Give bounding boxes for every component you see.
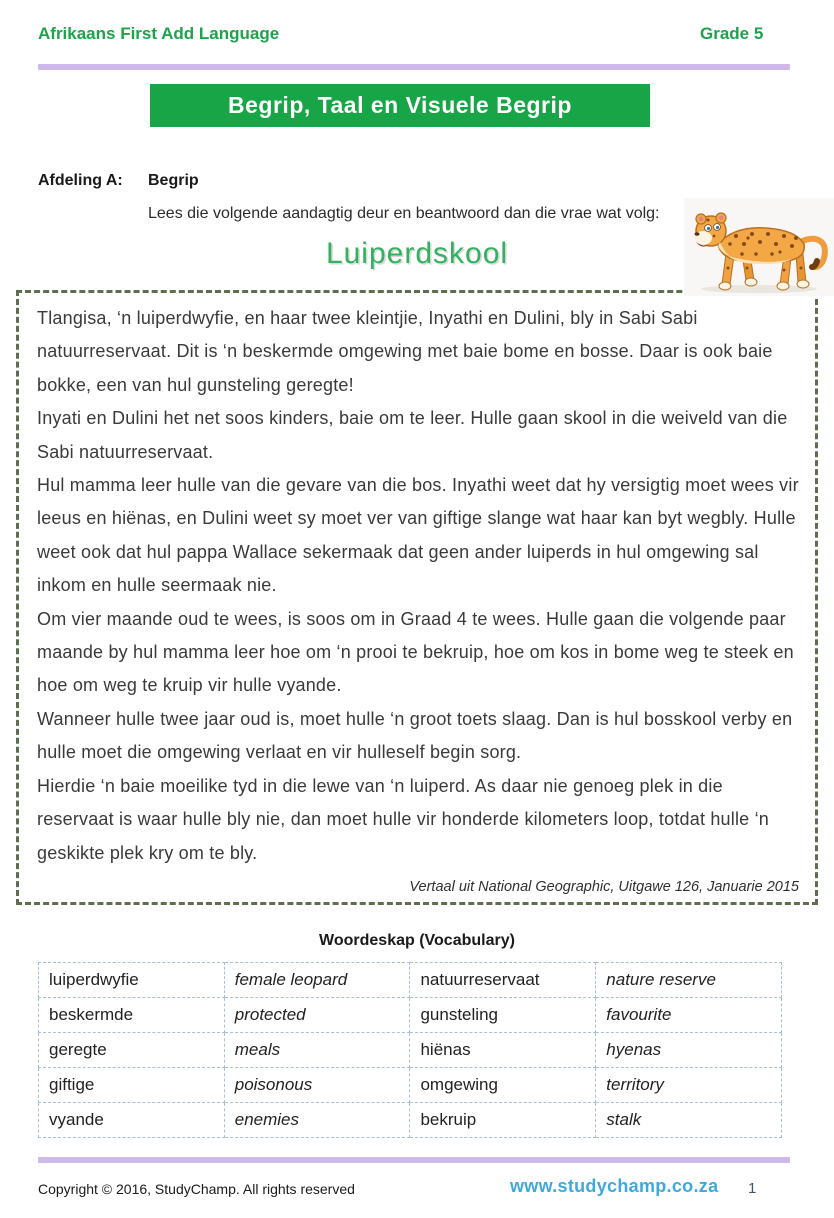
top-divider-rule xyxy=(38,64,790,70)
table-row xyxy=(39,1033,782,1068)
table-row xyxy=(39,1103,782,1138)
vocab-english-cell: nature reserve xyxy=(596,963,782,998)
vocab-afrikaans-cell: bekruip xyxy=(410,1103,596,1138)
vocab-english-cell: protected xyxy=(224,998,410,1033)
vocab-english-cell: territory xyxy=(596,1068,782,1103)
passage-paragraph: Wanneer hulle twee jaar oud is, moet hulle ‘n groot toets slaag. Dan is hul bosskool verby en hulle moet die omgewing verlaat en vir hulleself begin sorg. xyxy=(37,708,793,763)
worksheet-title-banner xyxy=(150,84,650,127)
table-row xyxy=(39,963,782,998)
passage-paragraph: Om vier maande oud te wees, is soos om in Graad 4 te wees. Hulle gaan die volgende paar maande by hul mamma leer hoe om ‘n prooi te bekruip, hoe om kos in bome weg te steek en hoe om weg te kruip vir hulle vyande. xyxy=(37,608,794,696)
vocab-english-cell: meals xyxy=(224,1033,410,1068)
vocab-afrikaans-cell: giftige xyxy=(39,1068,225,1103)
passage-paragraph: Inyati en Dulini het net soos kinders, baie om te leer. Hulle gaan skool in die weiveld van die Sabi natuurreservaat. xyxy=(37,408,788,462)
vocab-english-cell: stalk xyxy=(596,1103,782,1138)
footer-copyright: Copyright © 2016, StudyChamp. All rights reserved xyxy=(38,1181,355,1197)
passage-title: Luiperdskool xyxy=(325,237,509,270)
vocab-english-cell: favourite xyxy=(596,998,782,1033)
leopard-image xyxy=(684,198,834,296)
vocab-afrikaans-cell: luiperdwyfie xyxy=(39,963,225,998)
section-name: Begrip xyxy=(148,172,199,189)
footer-website-link[interactable]: www.studychamp.co.za xyxy=(510,1176,719,1196)
vocab-english-cell: hyenas xyxy=(596,1033,782,1068)
passage-attribution: Vertaal uit National Geographic, Uitgawe 126, Januarie 2015 xyxy=(409,879,799,895)
header-grade-label: Grade 5 xyxy=(700,24,764,43)
table-row xyxy=(39,998,782,1033)
vocab-afrikaans-cell: natuurreservaat xyxy=(410,963,596,998)
table-row xyxy=(39,1068,782,1103)
section-label: Afdeling A: xyxy=(38,172,123,189)
vocab-english-cell: female leopard xyxy=(224,963,410,998)
bottom-divider-rule xyxy=(38,1157,790,1163)
passage-paragraph: Hul mamma leer hulle van die gevare van die bos. Inyathi weet dat hy versigtig moet wees vir leeus en hiënas, en Dulini weet sy moet ver van giftige slange wat haar kan byt wegbly. Hulle weet ook dat hul pappa Wallace sekermaak dat geen ander luiperds in hul omgewing sal inkom en hulle seermaak nie. xyxy=(37,475,799,596)
passage-box xyxy=(16,290,818,905)
vocab-afrikaans-cell: geregte xyxy=(39,1033,225,1068)
vocab-english-cell: enemies xyxy=(224,1103,410,1138)
vocab-english-cell: poisonous xyxy=(224,1068,410,1103)
vocab-table-body xyxy=(39,963,782,1138)
vocab-afrikaans-cell: beskermde xyxy=(39,998,225,1033)
vocabulary-title: Woordeskap (Vocabulary) xyxy=(319,932,515,949)
header-course-title: Afrikaans First Add Language xyxy=(38,24,280,43)
leopard-cartoon-icon xyxy=(684,198,834,296)
passage-paragraph: Hierdie ‘n baie moeilike tyd in die lewe van ‘n luiperd. As daar nie genoeg plek in die reservaat is waar hulle bly nie, dan moet hulle vir honderde kilometers loop, totdat hulle ‘n geskikte plek kry om te bly. xyxy=(37,775,769,863)
vocab-afrikaans-cell: vyande xyxy=(39,1103,225,1138)
passage-paragraph: Tlangisa, ‘n luiperdwyfie, en haar twee kleintjie, Inyathi en Dulini, bly in Sabi Sabi natuurreservaat. Dit is ‘n beskermde omgewing met baie bome en bosse. Daar is ook baie bokke, een van hul gunsteling geregte! xyxy=(37,308,773,395)
worksheet-title: Begrip, Taal en Visuele Begrip xyxy=(228,92,572,118)
section-instruction: Lees die volgende aandagtig deur en beantwoord dan die vrae wat volg: xyxy=(148,205,660,222)
vocab-afrikaans-cell: gunsteling xyxy=(410,998,596,1033)
passage-paragraphs xyxy=(37,302,799,870)
vocab-afrikaans-cell: omgewing xyxy=(410,1068,596,1103)
footer-page-number: 1 xyxy=(748,1180,757,1197)
vocab-afrikaans-cell: hiënas xyxy=(410,1033,596,1068)
vocabulary-table xyxy=(38,962,782,1138)
